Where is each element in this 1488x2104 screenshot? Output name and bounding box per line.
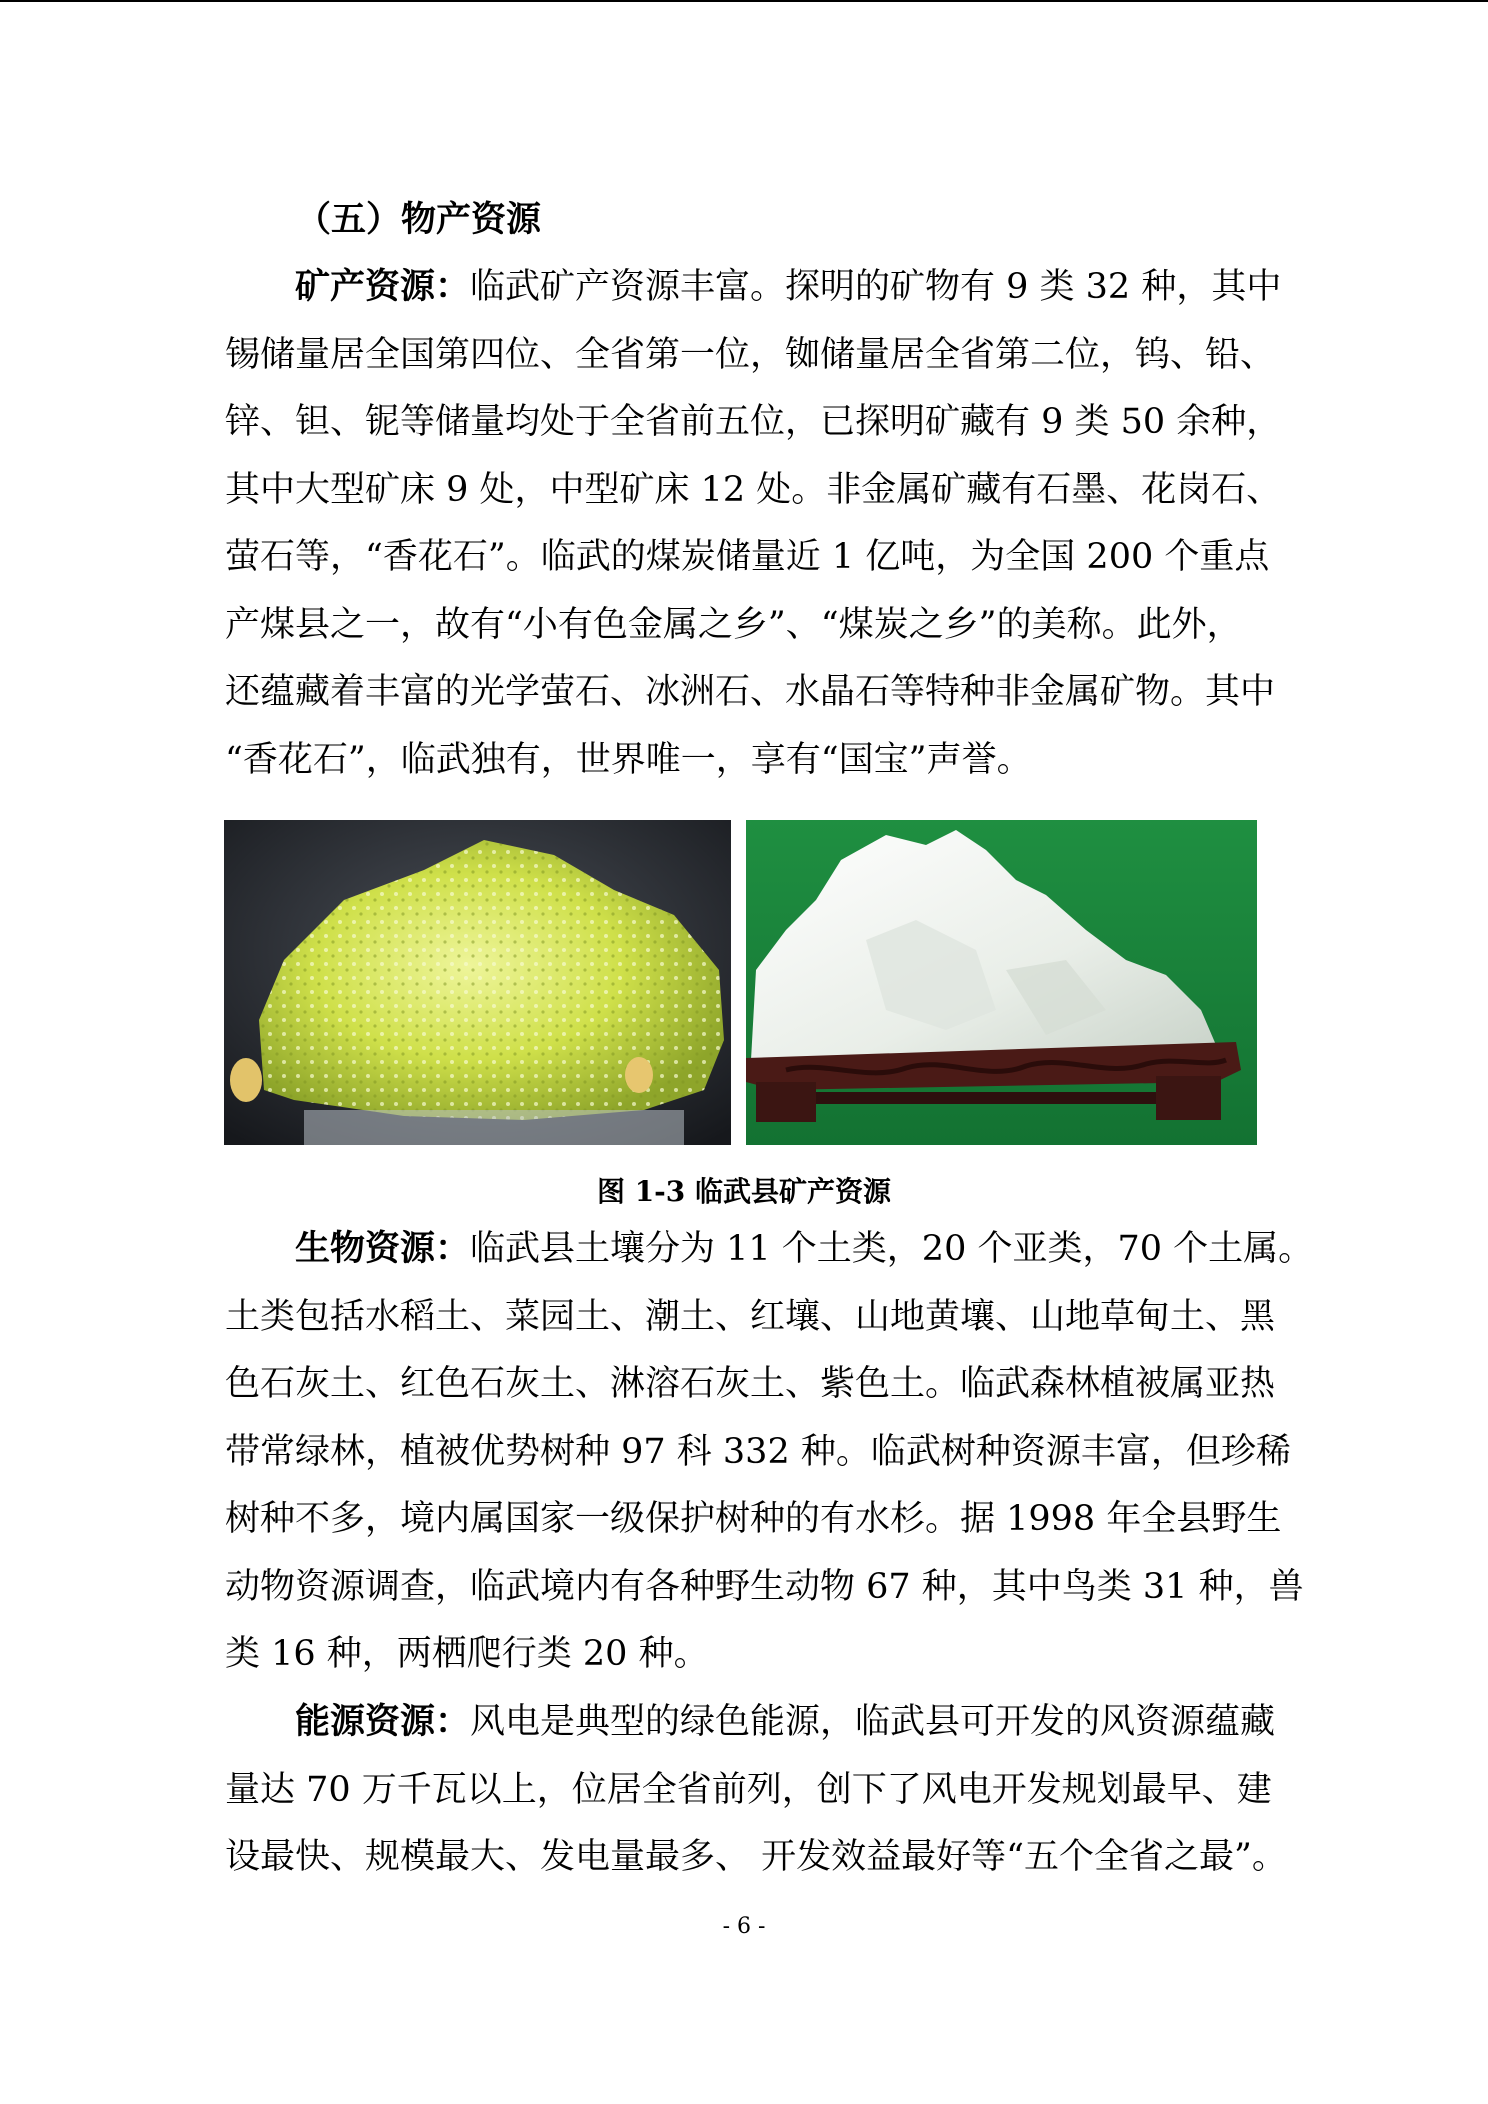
energy-line: 设最快、规模最大、发电量最多、 开发效益最好等“五个全省之最”。 xyxy=(225,1837,1287,1877)
mineral-line: 锌、钽、铌等储量均处于全省前五位，已探明矿藏有 9 类 50 余种， xyxy=(225,402,1282,442)
section-heading: （五）物产资源 xyxy=(296,199,542,240)
energy-line: 能源资源：风电是典型的绿色能源，临武县可开发的风资源蕴藏 xyxy=(295,1701,1276,1742)
mineral-line: “香花石”，临武独有，世界唯一，享有“国宝”声誉。 xyxy=(225,739,1032,780)
mineral-line: 还蕴藏着丰富的光学萤石、冰洲石、水晶石等特种非金属矿物。其中 xyxy=(225,672,1276,712)
mineral-line: 锡储量居全国第四位、全省第一位，铷储量居全省第二位，钨、铅、 xyxy=(225,334,1276,375)
figure-caption: 图 1-3 临武县矿产资源 xyxy=(596,1175,892,1208)
bio-line: 土类包括水稻土、菜园土、潮土、红壤、山地黄壤、山地草甸土、黑 xyxy=(225,1296,1276,1337)
bio-paragraph xyxy=(225,1215,1314,1689)
mineral-line: 萤石等，“香花石”。临武的煤炭储量近 1 亿吨，为全国 200 个重点 xyxy=(225,537,1270,577)
energy-line: 量达 70 万千瓦以上，位居全省前列，创下了风电开发规划最早、建 xyxy=(225,1769,1272,1810)
mineral-paragraph xyxy=(225,253,1282,794)
energy-label: 能源资源： xyxy=(295,1701,471,1742)
mineral-crystal-photo xyxy=(224,820,731,1145)
energy-paragraph xyxy=(225,1688,1287,1892)
mineral-label: 矿产资源： xyxy=(295,266,471,307)
top-border-line xyxy=(0,0,1488,2)
bio-line: 生物资源：临武县土壤分为 11 个土类，20 个亚类，70 个土属。 xyxy=(295,1228,1314,1269)
mineral-line: 产煤县之一，故有“小有色金属之乡”、“煤炭之乡”的美称。此外， xyxy=(225,604,1242,645)
bio-line: 类 16 种，两栖爬行类 20 种。 xyxy=(225,1634,709,1674)
bio-line: 树种不多，境内属国家一级保护树种的有水杉。据 1998 年全县野生 xyxy=(225,1499,1282,1539)
bio-line: 动物资源调查，临武境内有各种野生动物 67 种，其中鸟类 31 种，兽 xyxy=(225,1566,1304,1607)
bio-label: 生物资源： xyxy=(295,1228,471,1269)
bio-line: 带常绿林，植被优势树种 97 科 332 种。临武树种资源丰富，但珍稀 xyxy=(225,1431,1291,1472)
mineral-line: 矿产资源：临武矿产资源丰富。探明的矿物有 9 类 32 种，其中 xyxy=(295,266,1282,307)
page-number: - 6 - xyxy=(722,1914,766,1939)
mineral-line: 其中大型矿床 9 处，中型矿床 12 处。非金属矿藏有石墨、花岗石、 xyxy=(225,469,1282,510)
stone-carving-photo xyxy=(746,820,1257,1145)
bio-line: 色石灰土、红色石灰土、淋溶石灰土、紫色土。临武森林植被属亚热 xyxy=(225,1364,1276,1404)
